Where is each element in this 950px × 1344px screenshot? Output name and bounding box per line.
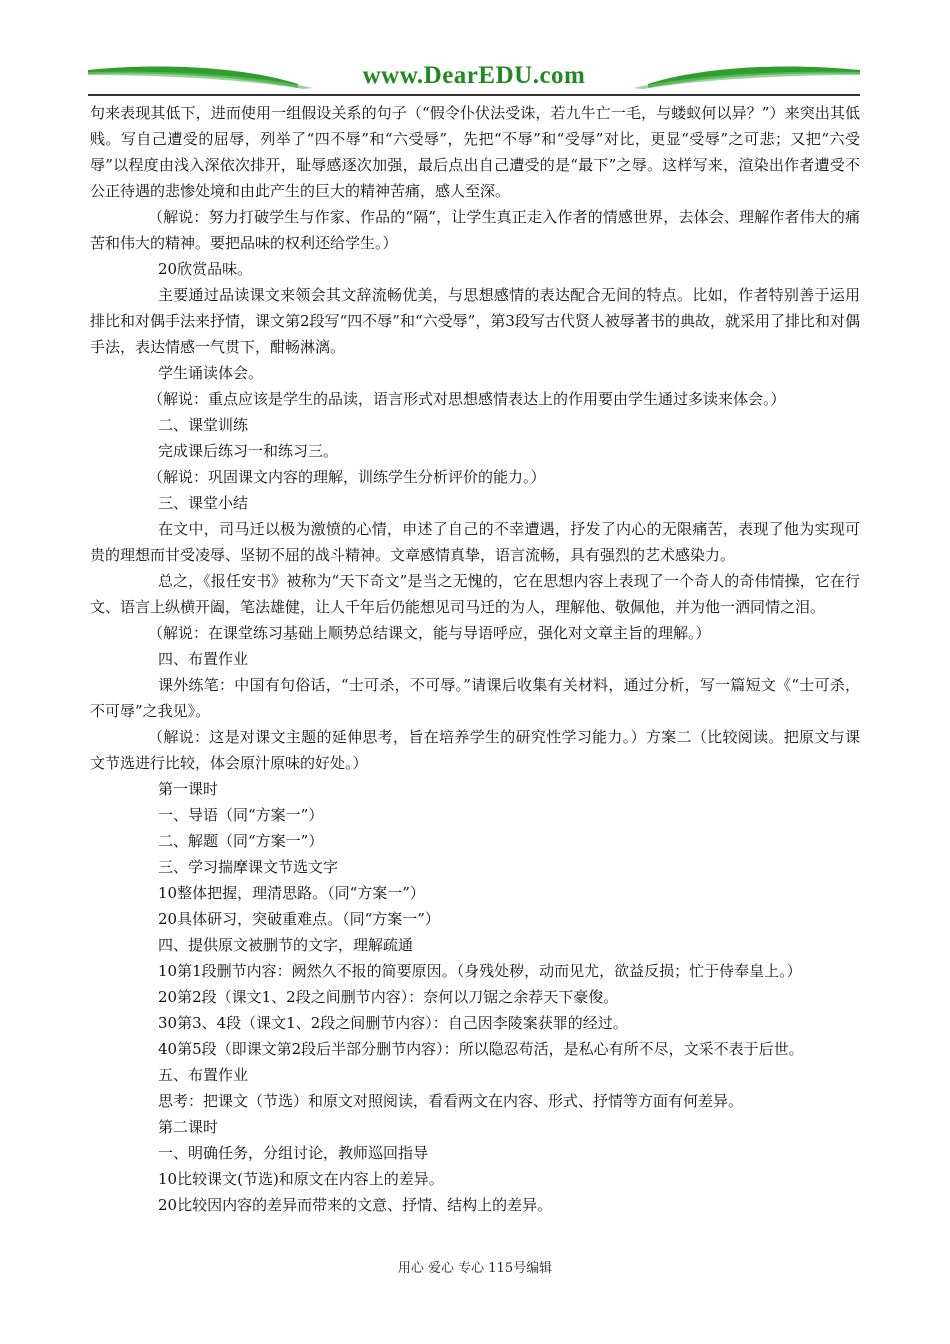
header-rule (88, 94, 860, 96)
paragraph: 40第5段（即课文第2段后半部分删节内容）：所以隐忍苟活，是私心有所不尽，文采不表于后世。 (158, 1040, 804, 1058)
paragraph: 20第2段（课文1、2段之间删节内容）：奈何以刀锯之余荐天下豪俊。 (158, 988, 619, 1006)
paragraph: 课外练笔：中国有句俗话，“士可杀，不可辱。”请课后收集有关材料，通过分析，写一篇短文《“士可杀，不可辱”之我见》。 (90, 676, 860, 720)
paragraph: 学生诵读体会。 (158, 364, 264, 382)
paragraph: 思考：把课文（节选）和原文对照阅读，看看两文在内容、形式、抒情等方面有何差异。 (158, 1092, 744, 1110)
paragraph: 一、导语（同“方案一”） (158, 806, 324, 824)
paragraph: 10第1段删节内容：阙然久不报的简要原因。（身残处秽，动而见尤，欲益反损；忙于侍奉皇上。） (158, 962, 802, 980)
paragraph: 总之，《报任安书》被称为“天下奇文”是当之无愧的，它在思想内容上表现了一个奇人的奇伟情操，它在行文、语言上纵横开阖，笔法雄健，让人千年后仍能想见司马迁的为人，理解他、敬佩他，并为他一洒同情之泪。 (90, 572, 860, 616)
paragraph: 四、提供原文被删节的文字，理解疏通 (158, 936, 414, 954)
site-logo-text: www.DearEDU.com (362, 62, 586, 89)
paragraph: 四、布置作业 (158, 650, 249, 668)
paragraph: 第二课时 (158, 1118, 219, 1136)
paragraph: （解说：巩固课文内容的理解，训练学生分析评价的能力。） (148, 468, 546, 486)
paragraph: 第一课时 (158, 780, 219, 798)
paragraph: 20比较因内容的差异而带来的文意、抒情、结构上的差异。 (158, 1196, 553, 1214)
paragraph: （解说：这是对课文主题的延伸思考，旨在培养学生的研究性学习能力。）方案二（比较阅读。把原文与课文节选进行比较，体会原汁原味的好处。） (90, 728, 860, 772)
paragraph: 完成课后练习一和练习三。 (158, 442, 339, 460)
paragraph: 句来表现其低下，进而使用一组假设关系的句子（“假令仆伏法受诛，若九牛亡一毛，与蝼蚁何以异？”）来突出其低贱。写自己遭受的屈辱，列举了“四不辱”和“六受辱”，先把“不辱”和“受辱”对比，更显“受辱”之可悲；又把“六受辱”以程度由浅入深依次排开，耻辱感逐次加强，最后点出自己遭受的是“最下”之辱。这样写来，渲染出作者遭受不公正待遇的悲惨处境和由此产生的巨大的精神苦痛，感人至深。 (90, 104, 860, 200)
paragraph: 20欣赏品味。 (158, 260, 253, 278)
paragraph: （解说：努力打破学生与作家、作品的“隔”，让学生真正走入作者的情感世界，去体会、理解作者伟大的痛苦和伟大的精神。要把品味的权利还给学生。） (90, 208, 860, 252)
paragraph: 10比较课文(节选)和原文在内容上的差异。 (158, 1170, 444, 1188)
document-body (90, 100, 860, 1218)
paragraph: 二、解题（同“方案一”） (158, 832, 324, 850)
paragraph: （解说：重点应该是学生的品读，语言形式对思想感情表达上的作用要由学生通过多读来体会。） (148, 390, 786, 408)
paragraph: 10整体把握，理清思路。（同“方案一”） (158, 884, 425, 902)
paragraph: （解说：在课堂练习基础上顺势总结课文，能与导语呼应，强化对文章主旨的理解。） (148, 624, 711, 642)
page-footer: 用心 爱心 专心 115号编辑 (397, 1261, 553, 1276)
paragraph: 五、布置作业 (158, 1066, 249, 1084)
paragraph: 30第3、4段（课文1、2段之间删节内容）：自己因李陵案获罪的经过。 (158, 1014, 628, 1032)
paragraph: 在文中，司马迁以极为激愤的心情，申述了自己的不幸遭遇，抒发了内心的无限痛苦，表现了他为实现可贵的理想而甘受凌辱、坚韧不屈的战斗精神。文章感情真挚，语言流畅，具有强烈的艺术感染力。 (90, 520, 860, 564)
paragraph: 主要通过品读课文来领会其文辞流畅优美，与思想感情的表达配合无间的特点。比如，作者特别善于运用排比和对偶手法来抒情，课文第2段写“四不辱”和“六受辱”，第3段写古代贤人被辱著书的典故，就采用了排比和对偶手法，表达情感一气贯下，酣畅淋漓。 (90, 286, 860, 356)
paragraph: 三、学习揣摩课文节选文字 (158, 858, 339, 876)
paragraph: 一、明确任务，分组讨论，教师巡回指导 (158, 1144, 429, 1162)
paragraph: 三、课堂小结 (158, 494, 249, 512)
site-header (88, 58, 860, 94)
paragraph: 二、课堂训练 (158, 416, 249, 434)
paragraph: 20具体研习，突破重难点。（同“方案一”） (158, 910, 440, 928)
